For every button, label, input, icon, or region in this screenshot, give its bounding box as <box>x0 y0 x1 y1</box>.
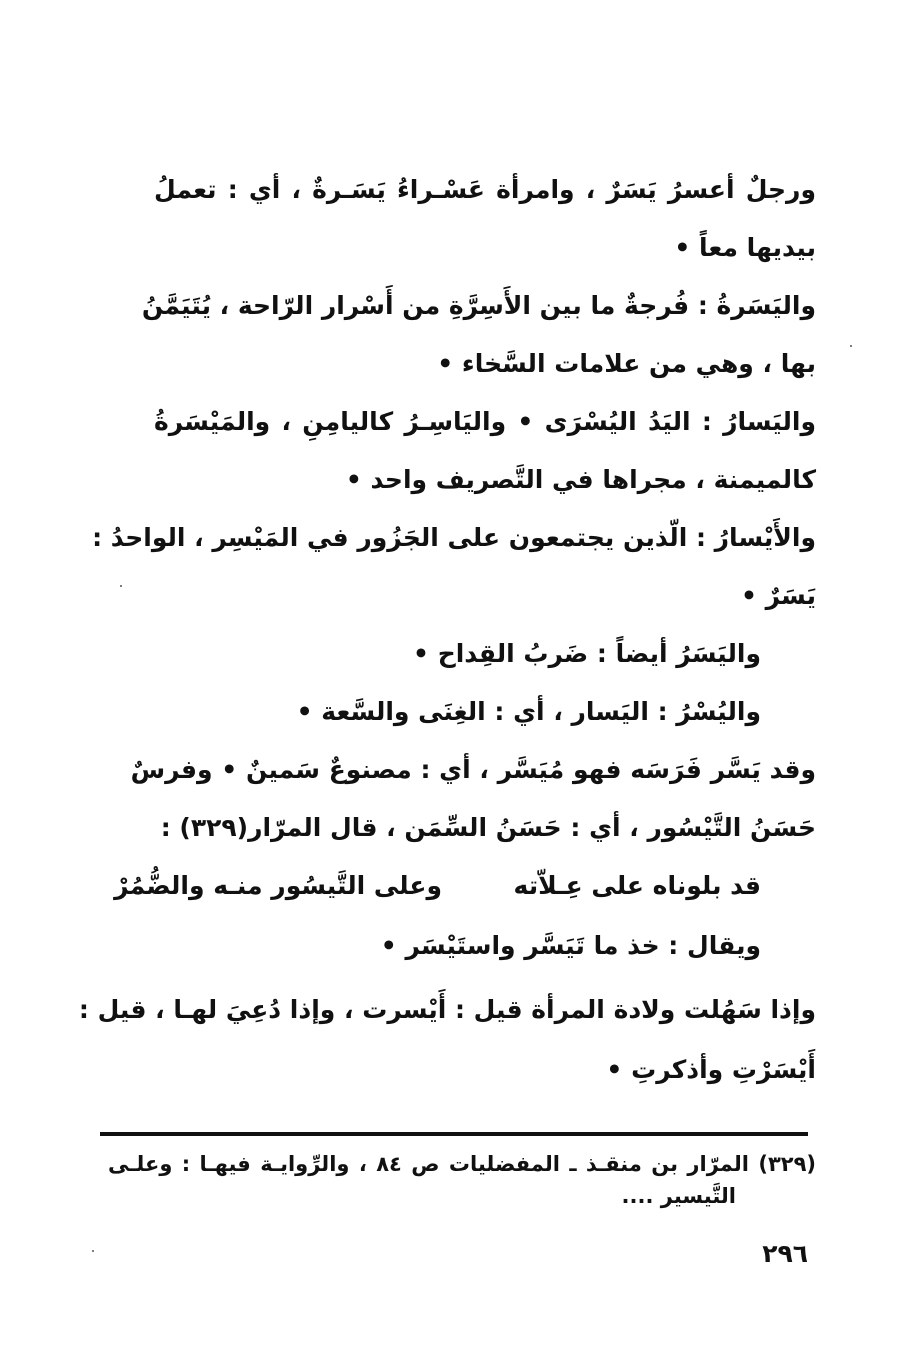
text-line-15: أَيْسَرْتِ وأذكرتِ • <box>606 1055 816 1084</box>
text-line-11: وقد يَسَّر فَرَسَه فهو مُيَسَّر ، أي : مصنوعٌ سَمينٌ • وفرسٌ <box>130 755 816 784</box>
text-line-9: واليَسَرُ أيضاً : ضَربُ القِداح • <box>413 639 761 668</box>
text-line-10: واليُسْرُ : اليَسار ، أي : الغِنَى والسَّعة • <box>296 697 761 726</box>
text-line-8: يَسَرٌ • <box>740 581 816 610</box>
verse-hemistich-1: قد بلوناه على عِـلاّته <box>513 871 761 900</box>
scan-speck <box>850 345 852 347</box>
page-number: ٢٩٦ <box>762 1239 808 1268</box>
text-line-6: كالميمنة ، مجراها في التَّصريف واحد • <box>345 465 816 494</box>
text-line-5: واليَسارُ : اليَدُ اليُسْرَى • واليَاسِـرُ كاليامِنِ ، والمَيْسَرةُ <box>154 407 816 436</box>
text-line-1: ورجلٌ أعسرُ يَسَرٌ ، وامرأة عَسْـراءُ يَسَـرةٌ ، أي : تعملُ <box>154 175 816 204</box>
text-line-4: بها ، وهي من علامات السَّخاء • <box>437 349 816 378</box>
verse-hemistich-2: وعلى التَّيسُور منـه والضُّمُرْ <box>114 871 442 900</box>
footnote-line-2: التَّيسير .... <box>621 1184 736 1208</box>
text-line-12: حَسَنُ التَّيْسُور ، أي : حَسَنُ السِّمَن ، قال المرّار(٣٢٩) : <box>160 813 816 842</box>
scan-speck <box>120 585 122 587</box>
text-line-7: والأَيْسارُ : الّذين يجتمعون على الجَزُور في المَيْسِر ، الواحدُ : <box>92 523 816 552</box>
text-line-3: واليَسَرةُ : فُرجةٌ ما بين الأَسِرَّةِ من أَسْرار الرّاحة ، يُتَيَمَّنُ <box>141 291 816 320</box>
text-line-2: بيديها معاً • <box>674 233 816 262</box>
text-line-13: ويقال : خذ ما تَيَسَّر واستَيْسَر • <box>380 931 761 960</box>
scan-speck <box>92 1250 94 1252</box>
footnote-line-1: (٣٢٩) المرّار بن منقـذ ـ المفضليات ص ٨٤ ، والرِّوايـة فيهـا : وعلـى <box>108 1152 816 1176</box>
text-line-14: وإذا سَهُلت ولادة المرأة قيل : أَيْسرت ، وإذا دُعِيَ لهـا ، قيل : <box>78 995 816 1024</box>
footnote-separator <box>100 1132 808 1136</box>
